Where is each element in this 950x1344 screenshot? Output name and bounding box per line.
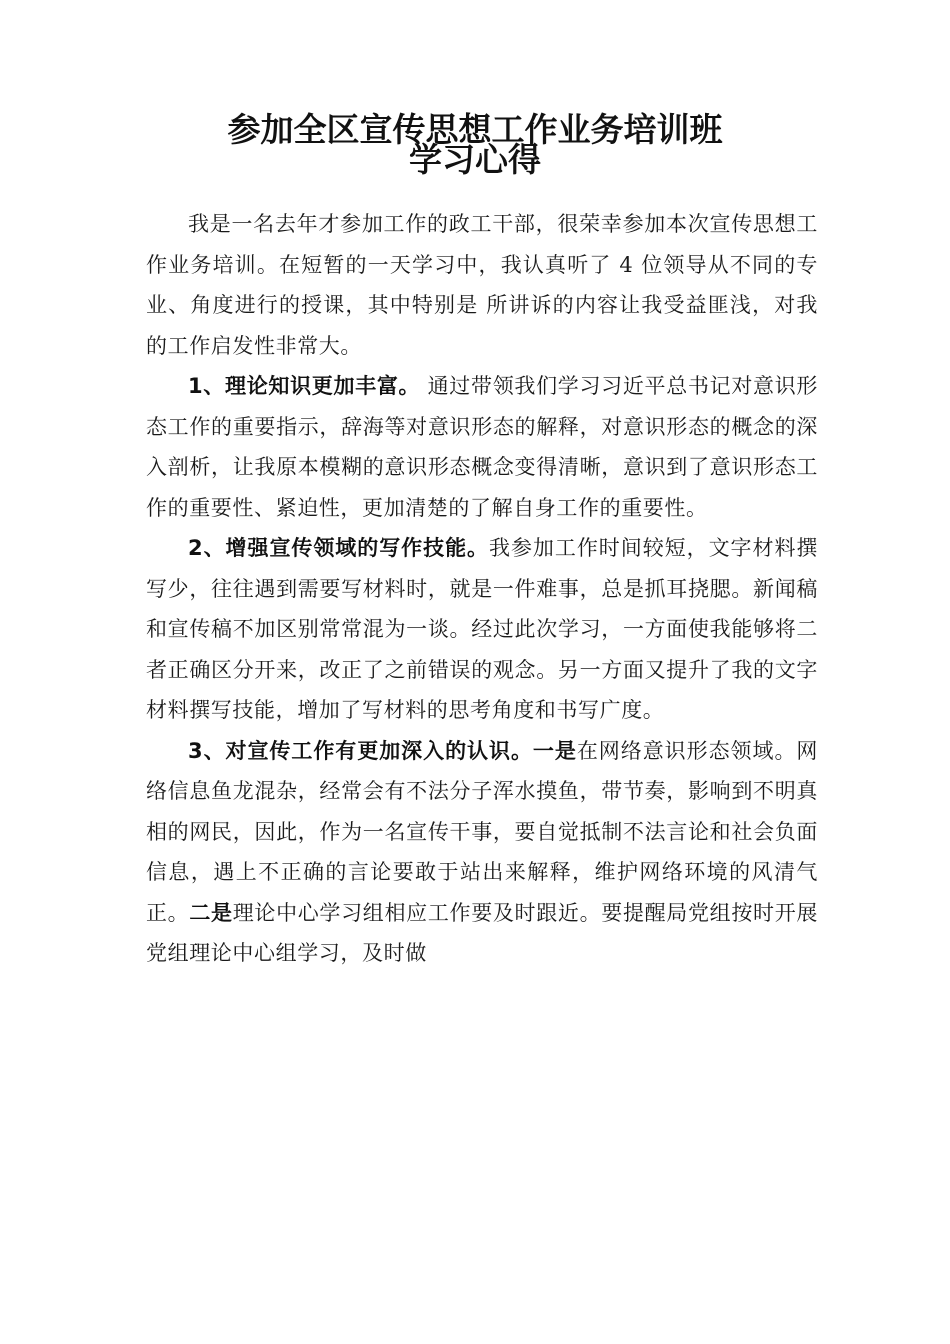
section-2-text: 我参加工作时间较短，文字材料撰写少，往往遇到需要写材料时，就是一件难事，总是抓耳挠腮。新闻稿和宣传稿不加区别常常混为一谈。经过此次学习，一方面使我能够将二者正确区分开来，改正了之前错误的观念。另一方面又提升了我的文字材料撰写技能，增加了写材料的思考角度和书写广度。 bbox=[146, 536, 819, 722]
section-1-text: 通过带领我们学习习近平总书记对意识形态工作的重要指示，辞海等对意识形态的解释，对意识形态的概念的深入剖析，让我原本模糊的意识形态概念变得清晰，意识到了意识形态工作的重要性、紧迫性，更加清楚的了解自身工作的重要性。 bbox=[146, 374, 819, 520]
section-3-text-a: 在网络意识形态领域。网络信息鱼龙混杂，经常会有不法分子浑水摸鱼，带节奏，影响到不明真相的网民，因此，作为一名宣传干事，要自觉抵制不法言论和社会负面信息，遇上不正确的言论要敢于站出来解释，维护网络环境的风清气正。 bbox=[146, 738, 819, 925]
section-1-heading: 1、理论知识更加丰富。 bbox=[188, 374, 421, 398]
section-1-paragraph bbox=[146, 366, 818, 528]
section-2-paragraph bbox=[146, 528, 818, 731]
document-title-line-1: 参加全区宣传思想工作业务培训班 bbox=[227, 110, 723, 149]
section-3-heading: 3、对宣传工作有更加深入的认识。 bbox=[188, 738, 533, 763]
section-3-paragraph bbox=[146, 731, 818, 974]
intro-paragraph: 我是一名去年才参加工作的政工干部，很荣幸参加本次宣传思想工作业务培训。在短暂的一天学习中，我认真听了 4 位领导从不同的专业、角度进行的授课，其中特别是 所讲诉的内容让我受益匪浅，对我的工作启发性非常大。 bbox=[146, 212, 818, 358]
document-title-line-2: 学习心得 bbox=[409, 140, 541, 179]
section-3-text-b: 理论中心学习组相应工作要及时跟近。要提醒局党组按时开展党组理论中心组学习，及时做 bbox=[146, 900, 818, 965]
section-3-first-label: 一是 bbox=[532, 738, 577, 763]
document-body bbox=[146, 204, 818, 974]
section-3-second-label: 二是 bbox=[189, 900, 233, 925]
section-2-heading: 2、增强宣传领域的写作技能。 bbox=[188, 536, 490, 560]
